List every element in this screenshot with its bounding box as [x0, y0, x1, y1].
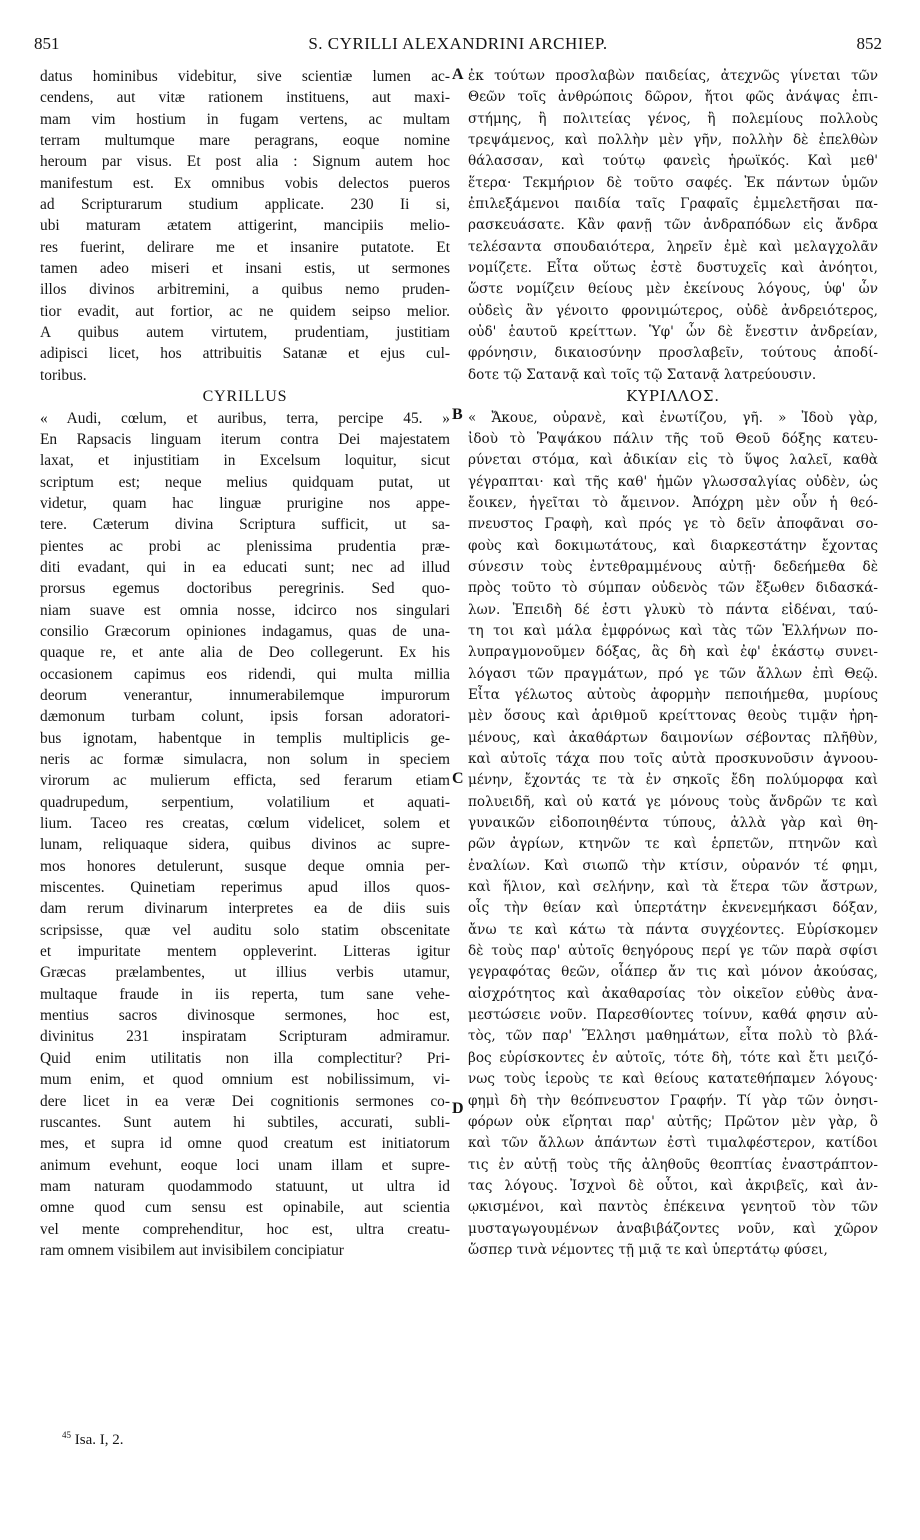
text-line: diti evadant, qui in ea educati sunt; nec ad illud — [40, 558, 450, 576]
text-line: ὥσπερ τινὰ νέμοντες τῇ μιᾷ τε καὶ ὑπερτάτῳ φύσει, — [468, 1241, 828, 1258]
text-line: τελέσαντα σπουδαιότερα, ληρεῖν ἐμὲ καὶ μελαγχολᾶν — [468, 238, 878, 255]
text-line: νως τοὺς ἱεροὺς τε καὶ θείους κατατεθήπαμεν λόγους· — [468, 1071, 878, 1088]
text-line: πολυειδῆ, καὶ οὐ κατά γε μόνους τοὺς ἄνδρῶν τε καὶ — [468, 793, 878, 810]
text-line: datus hominibus videbitur, sive scientiæ lumen ac- — [40, 68, 450, 85]
text-line: dam rerum divinarum interpretes ea de diis suis — [40, 900, 450, 918]
footnote-text: Isa. I, 2. — [74, 1432, 124, 1448]
left-page-number: 851 — [34, 34, 60, 53]
text-line: mos honores detulerunt, susque deque omnia per- — [40, 857, 450, 875]
text-line: Græcas prælambentes, ut illius verbis utamur, — [40, 964, 450, 982]
text-line: ἐπιλεξάμενοι παιδία ταῖς Γραφαῖς ἐμμελετῆσαι πα- — [468, 196, 878, 213]
text-line: καὶ ἥλιον, καὶ σελήνην, καὶ τὰ ἕτερα τῶν ἄστρων, — [468, 879, 878, 896]
text-line: heroum par visus. Et post alia : Signum autem hoc — [40, 153, 450, 171]
text-line: ρῶν ἀγρίων, κτηνῶν τε καὶ ἑρπετῶν, πτηνῶν καὶ — [468, 836, 878, 853]
text-line: Εἶτα γέλωτος αὐτοὺς ἀφορμὴν πεποιήμεθα, μυρίους — [468, 686, 878, 703]
text-line: prorsus egemus doctoribus peregrinis. Sed quo- — [40, 580, 450, 598]
text-line: πρὸς τοῦτο τὸ σύμπαν οὐδενὸς τῶν ἔξωθεν διδασκά- — [468, 580, 878, 597]
text-line: dere licet in ea veræ Dei cognitionis sermones co- — [40, 1092, 450, 1110]
text-line: οὐδ' ἑαυτοῦ κρείττων. Ὑφ' ὧν δὲ ἔνεστιν ἀνδρείαν, — [468, 324, 878, 341]
text-line: cendens, aut vitæ rationem instituens, aut maxi- — [40, 89, 450, 107]
text-line: μένην, ἔχοντάς τε τὰ ἐν σηκοῖς ἔδη πολύμορφα καὶ — [468, 772, 878, 789]
text-line: τρεψάμενος, καὶ πολλὴν μὲν γῆν, πολλὴν δὲ ἐπελθὼν — [468, 132, 878, 149]
text-line: mam naturam quodammodo statuunt, ut ultra id — [40, 1177, 450, 1195]
text-line: νομίζετε. Εἶτα οὕτως ἐστὲ δυστυχεῖς καὶ ἀνόητοι, — [468, 260, 878, 277]
text-line: καὶ τῶν ἄλλων ἁπάντων ἐστὶ τιμαλφέστερον, κατίδοι — [468, 1135, 878, 1152]
margin-letter-d: D — [452, 1100, 464, 1117]
text-line: βος εὑρίσκοντες ἐν αὐτοῖς, τότε δὴ, τότε καὶ ἔτι μειζό- — [468, 1049, 878, 1066]
text-line: manifestum est. Ex omnibus vobis delectos pueros — [40, 174, 450, 192]
text-line: ἰδοὺ τὸ Ῥαψάκου πάλιν τῆς τοῦ Θεοῦ δόξης κατευ- — [468, 430, 878, 447]
running-title: S. CYRILLI ALEXANDRINI ARCHIEP. — [308, 34, 608, 53]
text-line: lunam, reliquaque sidera, quibus divinos ac supre- — [40, 836, 450, 854]
text-line: τας λόγους. Ἰσχνοὶ δὲ οὗτοι, καὶ ἀκριβεῖς, καὶ ἀν- — [468, 1177, 878, 1194]
text-line: μεστώσειε νοῦν. Παρεσθίοντες τοίνυν, καθά φησιν αὐ- — [468, 1007, 878, 1024]
text-line: στήμης, ἢ πολιτείας γένος, ἢ πολεμίους πολλοὺς — [468, 110, 878, 127]
text-line: οἷς τὴν θείαν καὶ ὑπερτάτην ἐκνενεμήκασι δόξαν, — [468, 900, 878, 917]
text-line: ἐναλίων. Καὶ σιωπῶ τὴν κτίσιν, οὐρανόν τέ φημι, — [468, 857, 878, 874]
text-line: A quibus autem virtutem, prudentiam, justitiam — [40, 324, 450, 342]
text-line: toribus. — [40, 366, 87, 384]
text-line: et impuritate mentem oppleverint. Litteras igitur — [40, 943, 450, 961]
text-line: mam vim hostium in fugam vertens, ac multam — [40, 110, 450, 128]
text-line: ram omnem visibilem aut invisibilem concipiatur — [40, 1241, 344, 1259]
text-line: virorum ac mulierum efficta, sed ferarum etiam — [40, 772, 450, 790]
text-line: τη τοι καὶ μάλα ἐμφρόνως καὶ τὰς τῶν Ἑλλήνων πο- — [468, 622, 878, 639]
text-line: mes, et supra id omne quod creatum est initiatorum — [40, 1135, 450, 1153]
text-line: multaque fraude in iis reperta, tum sane vehe- — [40, 985, 450, 1003]
text-line: ῳκισμένοι, καὶ παντὸς ἐπέκεινα γενητοῦ τὸν τῶν — [468, 1199, 878, 1216]
text-line: neris ac formæ simulacra, non solum in speciem — [40, 751, 450, 768]
text-line: ἄνω τε καὶ κάτω τὰ πάντα συγχέοντες. Εὑρίσκομεν — [468, 921, 878, 938]
text-line: ἔοικεν, ἡγεῖται τὸ ἄμεινον. Ἀπόχρη μὲν οὖν ἡ θεό- — [468, 494, 878, 511]
footnote — [62, 1430, 124, 1449]
text-line: miscentes. Quinetiam reperimus apud illos quos- — [40, 879, 450, 897]
footnote-marker: 45 — [62, 1430, 71, 1440]
text-line: μυσταγωγουμένων ἀναβιβάζοντες νοῦν, καὶ χῶρον — [468, 1220, 878, 1237]
text-line: Θεῶν τοῖς ἀνθρώποις δῶρον, ἤτοι φῶς ἀνάψας ἐπι- — [468, 89, 878, 106]
text-line: « Ἄκουε, οὐρανὲ, καὶ ἐνωτίζου, γῆ. » Ἰδοὺ γὰρ, — [468, 409, 878, 426]
text-line: niam suave est omnia nosse, idcirco nos singulari — [40, 601, 450, 619]
margin-letter-a: A — [452, 66, 464, 83]
text-line: μένους, καὶ ἀκαθάρτων δαιμονίων σέβοντας πλῆθὺν, — [468, 729, 878, 746]
text-line: ὥστε νομίζειν θείους μὲν ἐκείνους λόγους, ὑφ' ὧν — [468, 281, 878, 298]
page-header — [34, 34, 882, 58]
text-line: καὶ αὐτοῖς τάχα που τοῖς αὐτὰ προσκυνοῦσιν ἀγνοου- — [468, 751, 878, 767]
text-line: mum enim, et quod omnium est nobilissimum, vi- — [40, 1071, 450, 1089]
text-line: φρόνησιν, δικαιοσύνην προσλαβεῖν, τούτους ἀποδί- — [468, 345, 878, 362]
text-line: scripsisse, quæ vel auditu solo statim obscenitate — [40, 921, 450, 939]
text-line: lium. Taceo res creatas, cœlum videlicet, solem et — [40, 815, 450, 833]
text-line: quadrupedum, serpentium, volatilium et aquati- — [40, 793, 450, 811]
greek-column — [468, 66, 878, 1261]
text-line: φοὺς καὶ δοκιμωτάτους, καὶ διαρκεστάτην ἔχοντας — [468, 537, 878, 554]
text-line: γεγραφότας θεῶν, οἷάπερ ἄν τις καὶ μόνον ἀκούσας, — [468, 964, 878, 981]
text-line: tior evadit, aut fortior, ac ne quidem seipso melior. — [40, 302, 450, 320]
text-line: φημὶ δὴ τὴν θεόπνευστον Γραφήν. Τί γὰρ τῶν ὀνησι- — [468, 1092, 878, 1109]
text-line: deorum venerantur, innumerabilemque impurorum — [40, 686, 450, 704]
text-line: « Audi, cœlum, et auribus, terra, percipe 45. » — [40, 409, 450, 427]
text-line: ubi maturam ætatem attigerint, mancipiis melio- — [40, 217, 450, 235]
text-line: quaque re, et ante alia de Deo collegerunt. Ex his — [40, 644, 450, 662]
text-line: λυπραγμονοῦμεν δόξας, ἃς δὴ καὶ ἐφ' ἑκάστῳ συνει- — [468, 644, 878, 661]
text-line: consilio Græcorum opiniones indagamus, quas de una- — [40, 622, 450, 640]
text-line: γέγραπται· καὶ τῆς καθ' ἡμῶν γλωσσαλγίας οὐδὲν, ὡς — [468, 473, 878, 490]
text-line: scriptum est; neque melius quidquam putat, ut — [40, 473, 450, 491]
text-line: mentius sacros divinosque sermones, hoc est, — [40, 1007, 450, 1025]
text-line: δὲ τοὺς παρ' αὐτοῖς θεηγόρους περί γε τῶν παρὰ σφίσι — [468, 943, 878, 960]
text-line: vel mente comprehenditur, hoc est, ultra creatu- — [40, 1220, 450, 1238]
text-line: οὐδεὶς ἂν γένοιτο φρονιμώτερος, οὐδὲ ἀνδρειότερος, — [468, 302, 878, 319]
text-line: γυναικῶν εἰδοποιηθέντα τύπους, ἀλλὰ γὰρ καὶ θη- — [468, 815, 878, 832]
text-line: tere. Cæterum divina Scriptura sufficit, ut sa- — [40, 516, 450, 534]
text-line: illos divinos arbitremini, a quibus nemo pruden- — [40, 281, 450, 299]
text-line: ἕτερα· Τεκμήριον δὲ τοῦτο σαφές. Ἐκ πάντων ὑμῶν — [468, 174, 878, 191]
text-line: ρύνεται στόμα, καὶ ἀδικίαν εἰς τὸ ὕψος λαλεῖ, καθὰ — [468, 452, 878, 469]
text-line: dæmonum turbam colunt, ipsis forsan adoratori- — [40, 708, 450, 726]
text-line: αἰσχρότητος καὶ ἀκαθαρσίας τὸν οἰκεῖον εὐθὺς ἀνα- — [468, 985, 878, 1002]
right-page-number: 852 — [856, 34, 882, 53]
text-line: En Rapsacis linguam iterum contra Dei majestatem — [40, 430, 450, 448]
text-line: λων. Ἐπειδὴ δέ ἐστι γλυκὺ τὸ πάντα εἰδέναι, ταύ- — [468, 601, 878, 618]
text-line: omne quod cum sensu est opinabile, aut scientia — [40, 1199, 450, 1217]
text-line: videtur, quam hac linguæ prurigine nos appe- — [40, 494, 450, 512]
text-line: μὲν ὅσους καὶ ἀριθμοῦ κρείττονας θεοὺς τιμᾷν ἠρη- — [468, 708, 878, 725]
margin-letter-b: B — [452, 406, 463, 423]
text-line: tamen adeo miseri et insani estis, ut sermones — [40, 260, 450, 278]
text-line: Quid enim utilitatis non illa complectitur? Pri- — [40, 1049, 450, 1067]
text-line: laxat, et injustitiam in Excelsum loquitur, sicut — [40, 452, 450, 470]
text-line: divinitus 231 inspiratam Scripturam admiramur. — [40, 1028, 450, 1046]
latin-column — [40, 66, 450, 1261]
text-line: adipisci licet, hos attribuitis Satanæ et ejus cul- — [40, 345, 450, 363]
text-line: τις ἐν αὐτῇ τοὺς τῆς ἀληθοῦς θεοπτίας ἐναστράπτον- — [468, 1156, 878, 1173]
margin-letter-c: C — [452, 770, 464, 787]
text-line: ἐκ τούτων προσλαβὼν παιδείας, ἀτεχνῶς γίνεται τῶν — [468, 68, 878, 84]
text-line: πνευστος Γραφὴ, καὶ πρός γε τὸ δεῖν ἀποφᾶναι σο- — [468, 516, 878, 533]
text-line: ad Scripturarum studium applicate. 230 Ii si, — [40, 196, 450, 214]
section-heading: CYRILLUS — [202, 388, 288, 406]
text-line: ρασκευάσατε. Κἂν φανῇ τῶν ἀνδραπόδων εἰς ἄνδρα — [468, 217, 878, 234]
text-line: δοτε τῷ Σατανᾷ καὶ τοῖς τῷ Σατανᾷ λατρεύουσιν. — [468, 366, 817, 383]
text-line: ruscantes. Sunt autem hi subtiles, accurati, subli- — [40, 1113, 450, 1131]
text-line: animum evehunt, eoque loci unam illam et supre- — [40, 1156, 450, 1174]
text-line: res fuerint, delirare me et insanire putatote. Et — [40, 238, 450, 256]
text-line: terram multumque mare peragrans, eoque nomine — [40, 132, 450, 150]
text-line: λόγασι τῶν πραγμάτων, πρό γε τῶν ἄλλων ἐπὶ Θεῷ. — [468, 665, 878, 682]
section-heading: ΚΥΡΙΛΛΟΣ. — [626, 387, 720, 406]
text-line: τὸς, τῶν παρ' Ἕλλησι μαθημάτων, εἶτα πολὺ τὸ βλά- — [468, 1028, 878, 1045]
text-line: occasionem capimus eos ridendi, qui multa millia — [40, 665, 450, 683]
text-line: bus ignotam, habentque in templis multiplicis ge- — [40, 729, 450, 747]
text-line: θάλασσαν, καὶ τούτῳ φανεὶς ἡρωϊκός. Καὶ μεθ' — [468, 153, 878, 170]
text-line: φόρων οὐκ εἴρηται παρ' αὐτῆς; Πρῶτον μὲν γὰρ, ὃ — [468, 1113, 878, 1130]
text-line: σύνεσιν τοὺς ἐντεθραμμένους αὐτῇ· δεδεήμεθα δὲ — [468, 558, 878, 575]
text-line: pientes ac probi ac plenissima prudentia præ- — [40, 537, 450, 555]
